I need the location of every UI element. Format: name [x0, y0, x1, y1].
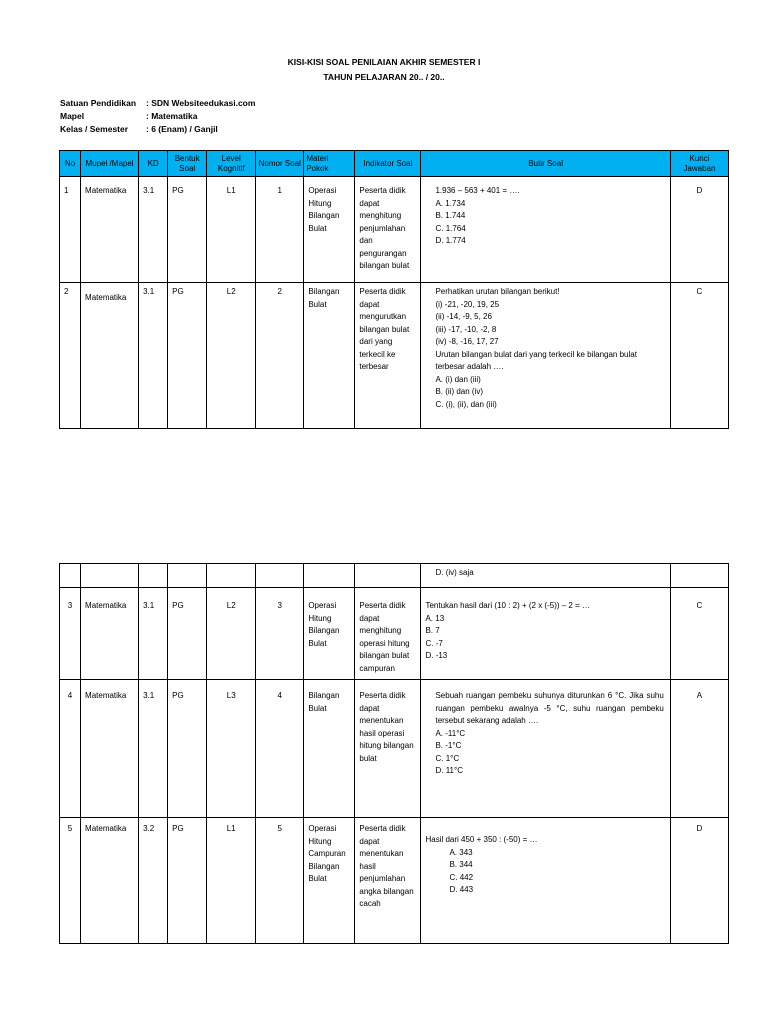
cell-kd: 3.2 — [139, 818, 168, 944]
list-item: (iv) -8, -16, 17, 27 — [435, 337, 499, 346]
option-c: C. -7 — [425, 638, 443, 648]
cell-level: L2 — [207, 283, 256, 429]
table-row-continued — [60, 564, 729, 588]
header-bentuk-soal: Bentuk Soal — [168, 151, 207, 177]
header-mapel: Mupel /Mapel — [81, 151, 139, 177]
cell-bentuk: PG — [168, 283, 207, 429]
header-no: No — [60, 151, 81, 177]
cell-butir-soal — [421, 680, 670, 818]
meta-row-kelas — [60, 124, 218, 134]
cell-butir-soal — [421, 177, 670, 283]
cell-materi: Operasi Hitung Bilangan Bulat — [304, 588, 355, 680]
question-text: Perhatikan urutan bilangan berikut! — [435, 287, 560, 296]
table-row — [60, 283, 729, 429]
table-row — [60, 588, 729, 680]
cell-bentuk: PG — [168, 588, 207, 680]
cell-level: L3 — [207, 680, 256, 818]
option-d: D. 11°C — [435, 766, 463, 775]
cell-nomor: 4 — [256, 680, 304, 818]
cell-bentuk: PG — [168, 818, 207, 944]
meta-row-mapel — [60, 111, 198, 121]
option-d: D. 443 — [449, 885, 474, 894]
cell-kunci: C — [670, 588, 728, 680]
cell-nomor: 1 — [256, 177, 304, 283]
cell-materi: Bilangan Bulat — [304, 680, 355, 818]
option-b: B. -1°C — [435, 741, 462, 750]
option-b: B. 1.744 — [435, 211, 466, 220]
cell-no: 4 — [60, 680, 81, 818]
kisi-kisi-table-page-2 — [59, 563, 729, 944]
cell-nomor: 2 — [256, 283, 304, 429]
cell-butir-soal — [421, 283, 670, 429]
option-b: B. 7 — [425, 626, 440, 635]
meta-label: Mapel — [60, 111, 85, 121]
cell-bentuk: PG — [168, 177, 207, 283]
meta-value: : Matematika — [146, 111, 198, 121]
list-item: (i) -21, -20, 19, 25 — [435, 299, 500, 309]
option-a: A. 13 — [425, 613, 445, 623]
table-row — [60, 177, 729, 283]
cell-no: 3 — [60, 588, 81, 680]
option-c: C. 1.764 — [435, 223, 466, 233]
cell-mapel: Matematika — [81, 680, 139, 818]
cell-indikator: Peserta didik dapat menghitung operasi hitung bilangan bulat campuran — [355, 588, 421, 680]
cell-kd: 3.1 — [139, 283, 168, 429]
option-c: C. 442 — [449, 872, 474, 882]
header-kd: KD — [139, 151, 168, 177]
option-d: D. 1.774 — [435, 236, 466, 245]
cell-no: 2 — [60, 283, 81, 429]
header-materi-pokok: Materi Pokok — [304, 151, 355, 177]
cell-indikator: Peserta didik dapat menentukan hasil operasi hitung bilangan bulat — [355, 680, 421, 818]
table-header-row — [60, 151, 729, 177]
cell-level: L2 — [207, 588, 256, 680]
question-text: Sebuah ruangan pembeku suhunya diturunkan 6 °C. Jika suhu ruangan pembeku awalnya -5 °C, suhu ruangan pembeku tersebut sekarang adalah …. — [435, 691, 664, 725]
document-title: KISI-KISI SOAL PENILAIAN AKHIR SEMESTER I — [287, 57, 481, 67]
option-a: A. (i) dan (iii) — [435, 374, 481, 384]
document-subtitle: TAHUN PELAJARAN 20.. / 20.. — [323, 72, 445, 82]
list-item: (ii) -14, -9, 5, 26 — [435, 312, 492, 321]
cell-butir-soal — [421, 588, 670, 680]
option-a: A. 343 — [449, 847, 473, 857]
header-kunci-jawaban: Kunci Jawaban — [670, 151, 728, 177]
cell-kunci: D — [670, 818, 728, 944]
cell-indikator: Peserta didik dapat menentukan hasil penjumlahan angka bilangan cacah — [355, 818, 421, 944]
meta-label: Kelas / Semester — [60, 124, 129, 134]
meta-value: : SDN Websiteedukasi.com — [146, 98, 256, 108]
meta-label: Satuan Pendidikan — [60, 98, 137, 108]
header-butir-soal: Butir Soal — [421, 151, 670, 177]
option-c: C. (i), (ii), dan (iii) — [435, 399, 497, 409]
cell-kunci: C — [670, 283, 728, 429]
option-a: A. -11°C — [435, 728, 466, 738]
cell-materi: Operasi Hitung Campuran Bilangan Bulat — [304, 818, 355, 944]
question-text-2: Urutan bilangan bulat dari yang terkecil ke bilangan bulat terbesar adalah …. — [435, 349, 637, 371]
table-row — [60, 680, 729, 818]
cell-butir-soal — [421, 564, 670, 588]
kisi-kisi-table-page-1 — [59, 150, 729, 429]
cell-no: 1 — [60, 177, 81, 283]
list-item: (iii) -17, -10, -2, 8 — [435, 324, 497, 334]
option-a: A. 1.734 — [435, 198, 466, 208]
cell-no: 5 — [60, 818, 81, 944]
question-text: 1.936 – 563 + 401 = …. — [435, 186, 520, 195]
option-b: B. 344 — [449, 860, 473, 869]
cell-level: L1 — [207, 177, 256, 283]
cell-kunci: A — [670, 680, 728, 818]
cell-indikator: Peserta didik dapat mengurutkan bilangan bulat dari yang terkecil ke terbesar — [355, 283, 421, 429]
cell-level: L1 — [207, 818, 256, 944]
cell-nomor: 5 — [256, 818, 304, 944]
cell-indikator: Peserta didik dapat menghitung penjumlahan dan pengurangan bilangan bulat — [355, 177, 421, 283]
option-d: D. -13 — [425, 651, 448, 660]
meta-row-satuan — [60, 98, 255, 108]
cell-mapel: Matematika — [81, 177, 139, 283]
header-level-kognitif: Level Kognitif — [207, 151, 256, 177]
table-row — [60, 818, 729, 944]
cell-kd: 3.1 — [139, 680, 168, 818]
cell-mapel: Matematika — [81, 283, 139, 429]
option-b: B. (ii) dan (iv) — [435, 387, 484, 396]
cell-materi: Operasi Hitung Bilangan Bulat — [304, 177, 355, 283]
question-text: Tentukan hasil dari (10 : 2) + (2 x (-5)) – 2 = … — [425, 601, 590, 610]
cell-materi: Bilangan Bulat — [304, 283, 355, 429]
cell-mapel: Matematika — [81, 818, 139, 944]
cell-kunci: D — [670, 177, 728, 283]
cell-kd: 3.1 — [139, 588, 168, 680]
cell-bentuk: PG — [168, 680, 207, 818]
header-indikator-soal: Indikator Soal — [355, 151, 421, 177]
cell-mapel: Matematika — [81, 588, 139, 680]
meta-value: : 6 (Enam) / Ganjil — [146, 124, 218, 134]
option-c: C. 1°C — [435, 753, 460, 763]
cell-kd: 3.1 — [139, 177, 168, 283]
question-text: Hasil dari 450 + 350 : (-50) = … — [425, 835, 538, 844]
cell-nomor: 3 — [256, 588, 304, 680]
cell-butir-soal — [421, 818, 670, 944]
header-nomor-soal: Nomor Soal — [256, 151, 304, 177]
option-d: D. (iv) saja — [435, 568, 474, 577]
